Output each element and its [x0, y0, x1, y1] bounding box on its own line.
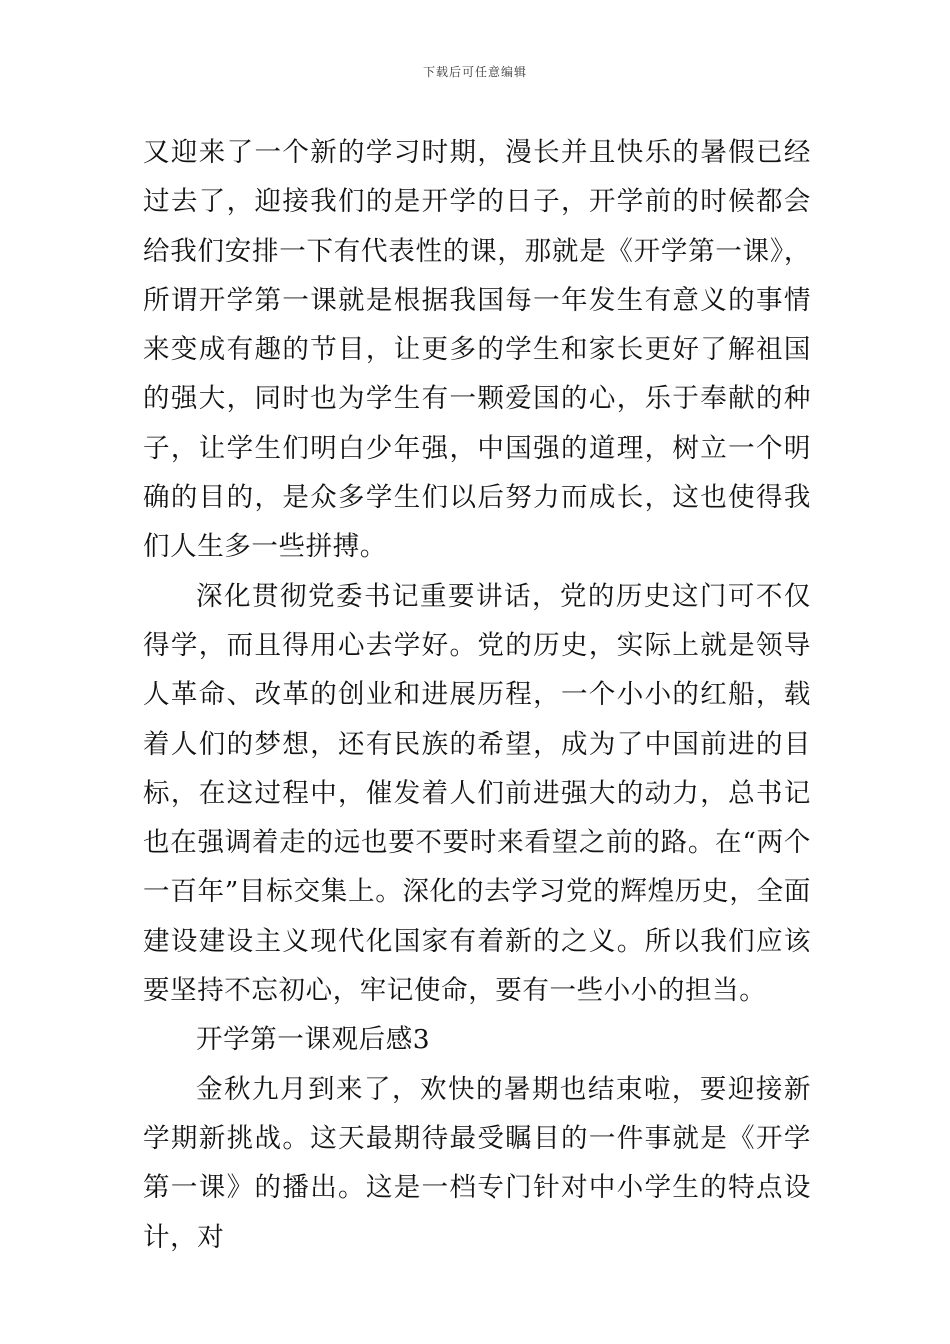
paragraph-2: 深化贯彻党委书记重要讲话，党的历史这门可不仅得学，而且得用心去学好。党的历史，实际上就是领导人革命、改革的创业和进展历程，一个小小的红船，载着人们的梦想，还有民族的希望，成为了中国前进的目标，在这过程中，催发着人们前进强大的动力，总书记也在强调着走的远也要不要时来看望之前的路。在“两个一百年”目标交集上。深化的去学习党的辉煌历史，全面建设建设主义现代化国家有着新的之义。所以我们应该要坚持不忘初心，牢记使命，要有一些小小的担当。	[143, 580, 811, 1007]
document-body	[143, 128, 811, 1262]
section-heading: 开学第一课观后感3	[196, 1024, 431, 1056]
paragraph-1: 又迎来了一个新的学习时期，漫长并且快乐的暑假已经过去了，迎接我们的是开学的日子，开学前的时候都会给我们安排一下有代表性的课，那就是《开学第一课》，所谓开学第一课就是根据我国每一年发生有意义的事情来变成有趣的节目，让更多的学生和家长更好了解祖国的强大，同时也为学生有一颗爱国的心，乐于奉献的种子，让学生们明白少年强，中国强的道理，树立一个明确的目的，是众多学生们以后努力而成长，这也使得我们人生多一些拼搏。	[143, 137, 811, 563]
paragraph-3: 金秋九月到来了，欢快的暑期也结束啦，要迎接新学期新挑战。这天最期待最受瞩目的一件事就是《开学第一课》的播出。这是一档专门针对中小学生的特点设计，对	[143, 1073, 811, 1253]
page-header: 下载后可任意编辑	[422, 65, 527, 79]
